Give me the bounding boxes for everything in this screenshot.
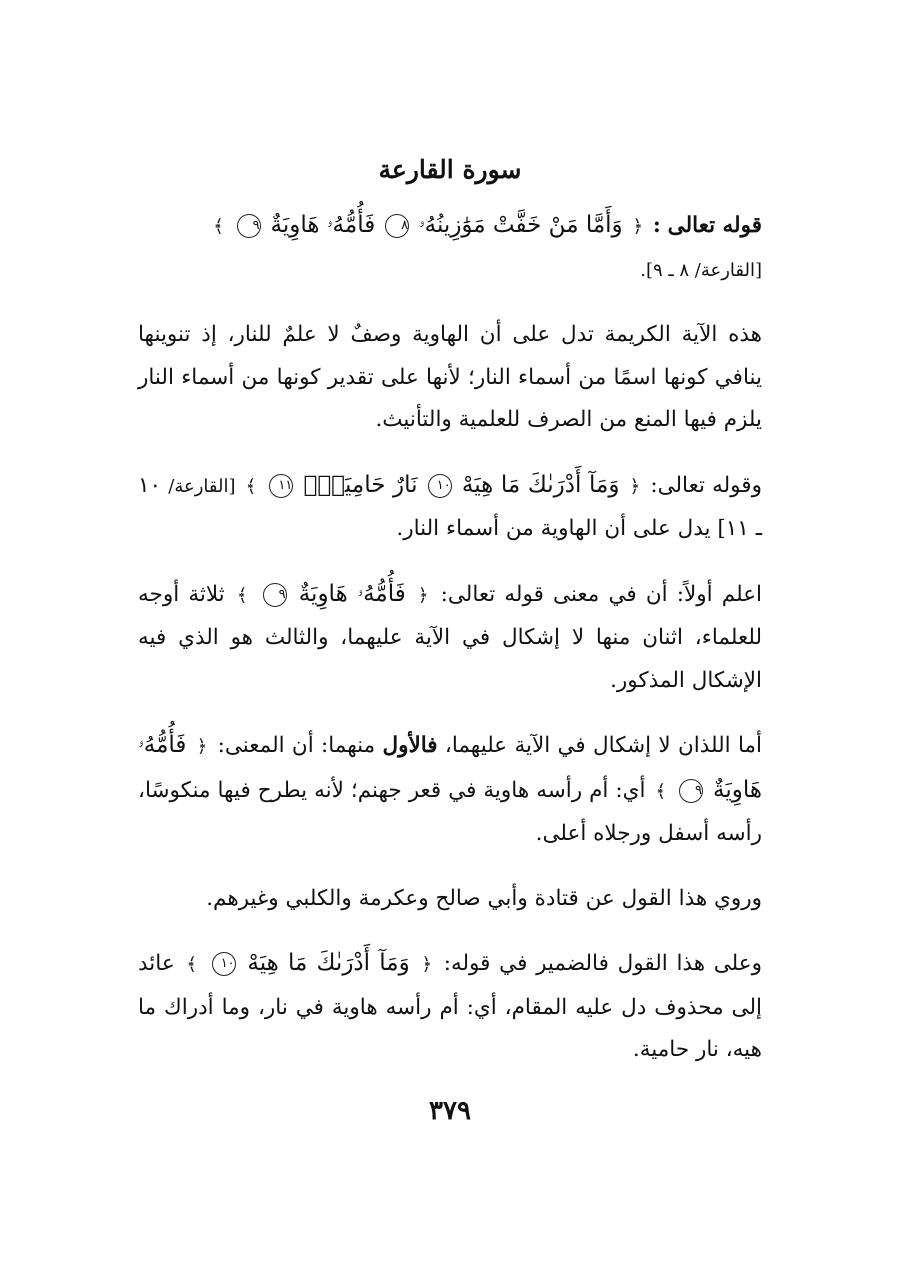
paragraph-2: هذه الآية الكريمة تدل على أن الهاوية وصفٌ لا علمٌ للنار، إذ تنوينها ينافي كونها اسمًا من أسماء النار؛ لأنها على تقدير كونها من أسماء النار يلزم فيها المنع من الصرف للعلمية والتأنيث. bbox=[138, 322, 762, 432]
paragraph-text: أما اللذان لا إشكال في الآية عليهما، bbox=[444, 733, 763, 758]
ayah-number-11: ١١ bbox=[269, 474, 293, 498]
quran-verse-10: وَمَآ أَدْرَىٰكَ مَا هِيَهْ bbox=[461, 471, 620, 498]
paragraph-text: اعلم أولاً: أن في معنى قوله تعالى: bbox=[440, 581, 763, 607]
paragraph-text: عائد إلى محذوف دل عليه المقام، أي: أم رأسه هاوية في نار، وما أدراك ما هيه، نار حامية. bbox=[138, 951, 762, 1062]
paragraph-text: ثلاثة أوجه للعلماء، اثنان منها لا إشكال في الآية عليهما، والثالث هو الذي فيه الإشكال المذكور. bbox=[138, 581, 762, 693]
paragraph-text: منهما: أن المعنى: bbox=[217, 733, 376, 758]
page-number: ٣٧٩ bbox=[429, 1096, 471, 1126]
ornate-bracket-close: ﴾ bbox=[245, 475, 257, 497]
verse-reference: [القارعة/ ٨ ـ ٩]. bbox=[640, 259, 762, 281]
ornate-bracket-close: ﴾ bbox=[213, 216, 224, 237]
paragraph-1 bbox=[138, 204, 762, 292]
paragraph-7 bbox=[138, 942, 762, 1072]
ornate-bracket-close: ﴾ bbox=[655, 780, 666, 802]
paragraph-text: ١٠ ـ ١١] يدل على أن الهاوية من أسماء النار. bbox=[138, 472, 762, 541]
quran-verse-8: وَأَمَّا مَنْ خَفَّتْ مَوَٰزِينُهُۥ bbox=[418, 212, 623, 238]
quran-verse-9: فَأُمُّهُۥ هَاوِيَةٌ bbox=[138, 732, 763, 803]
colon: : bbox=[652, 213, 661, 238]
paragraph-4 bbox=[138, 573, 762, 703]
ornate-bracket-open: ﴿ bbox=[417, 584, 429, 606]
ornate-bracket-open: ﴿ bbox=[629, 475, 641, 497]
ayah-number-10: ١٠ bbox=[212, 952, 236, 976]
paragraph-text: أي: أم رأسه هاوية في قعر جهنم؛ لأنه يطرح فيها منكوسًا، رأسه أسفل ورجلاه أعلى. bbox=[138, 777, 762, 846]
ornate-bracket-open: ﴿ bbox=[196, 736, 208, 757]
verse-reference: [القارعة/ bbox=[168, 475, 236, 497]
paragraph-text: وعلى هذا القول فالضمير في قوله: bbox=[443, 951, 763, 976]
quran-verse-9: فَأُمُّهُۥ هَاوِيَةٌ bbox=[270, 212, 376, 238]
page-body bbox=[138, 150, 762, 1072]
ornate-bracket-open: ﴿ bbox=[421, 954, 432, 975]
ayah-number-8: ٨ bbox=[385, 214, 409, 238]
paragraph-5 bbox=[138, 724, 762, 856]
ornate-bracket-close: ﴾ bbox=[186, 954, 197, 975]
ornate-bracket-open: ﴿ bbox=[632, 216, 644, 237]
ornate-bracket-close: ﴾ bbox=[236, 584, 248, 606]
quran-verse-9: فَأُمُّهُۥ هَاوِيَةٌ bbox=[298, 580, 406, 607]
ayah-number-9: ٩ bbox=[679, 779, 703, 803]
ayah-number-9: ٩ bbox=[237, 214, 261, 238]
paragraph-3 bbox=[138, 464, 762, 551]
quran-verse-11: نَارٌ حَامِيَةٌۢ bbox=[303, 471, 418, 498]
bold-term: فالأول bbox=[382, 733, 438, 758]
verse-intro: وقوله تعالى: bbox=[650, 472, 762, 498]
quran-verse-10: وَمَآ أَدْرَىٰكَ مَا هِيَهْ bbox=[247, 950, 410, 976]
surah-title: سورة القارعة bbox=[378, 155, 522, 184]
paragraph-6: وروي هذا القول عن قتادة وأبي صالح وعكرمة والكلبي وغيرهم. bbox=[206, 885, 762, 911]
ayah-number-10: ١٠ bbox=[428, 474, 452, 498]
ayah-number-9: ٩ bbox=[263, 583, 287, 607]
verse-intro: قوله تعالى bbox=[667, 213, 762, 238]
